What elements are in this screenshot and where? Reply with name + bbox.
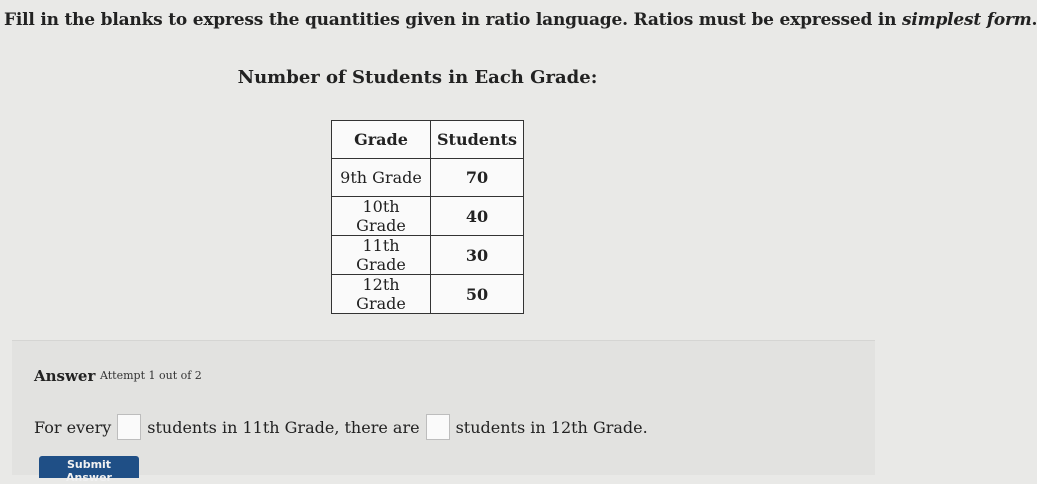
sentence-part-3: students in 12th Grade. bbox=[455, 417, 648, 437]
sentence-part-1: For every bbox=[34, 417, 112, 437]
instructions-text: Fill in the blanks to express the quantities given in ratio language. Ratios must be expressed in bbox=[4, 10, 903, 30]
grade-cell: 9th Grade bbox=[332, 159, 431, 197]
students-cell: 30 bbox=[431, 236, 524, 275]
students-cell: 50 bbox=[431, 275, 524, 314]
blank-input-11th-grade[interactable] bbox=[117, 414, 141, 440]
instructions bbox=[4, 10, 1037, 30]
table-row bbox=[332, 236, 524, 275]
blank-input-12th-grade[interactable] bbox=[426, 414, 450, 440]
sentence-part-2: students in 11th Grade, there are bbox=[147, 417, 420, 437]
instructions-period: . bbox=[1031, 10, 1037, 30]
grade-cell: 11th Grade bbox=[332, 236, 431, 275]
table-title: Number of Students in Each Grade: bbox=[237, 67, 598, 88]
table-header-row bbox=[332, 121, 524, 159]
students-table bbox=[331, 120, 524, 314]
grade-cell: 12th Grade bbox=[332, 275, 431, 314]
students-cell: 40 bbox=[431, 197, 524, 236]
answer-panel bbox=[12, 340, 875, 484]
table-row bbox=[332, 159, 524, 197]
table-row bbox=[332, 197, 524, 236]
grade-cell: 10th Grade bbox=[332, 197, 431, 236]
table-row bbox=[332, 275, 524, 314]
answer-sentence bbox=[34, 414, 648, 440]
header-grade: Grade bbox=[332, 121, 431, 159]
header-students: Students bbox=[431, 121, 524, 159]
answer-label: Answer bbox=[34, 367, 96, 385]
attempt-counter: Attempt 1 out of 2 bbox=[100, 369, 202, 382]
instructions-emphasis: simplest form bbox=[902, 10, 1032, 30]
students-cell: 70 bbox=[431, 159, 524, 197]
submit-answer-button[interactable]: Submit Answer bbox=[39, 456, 139, 478]
